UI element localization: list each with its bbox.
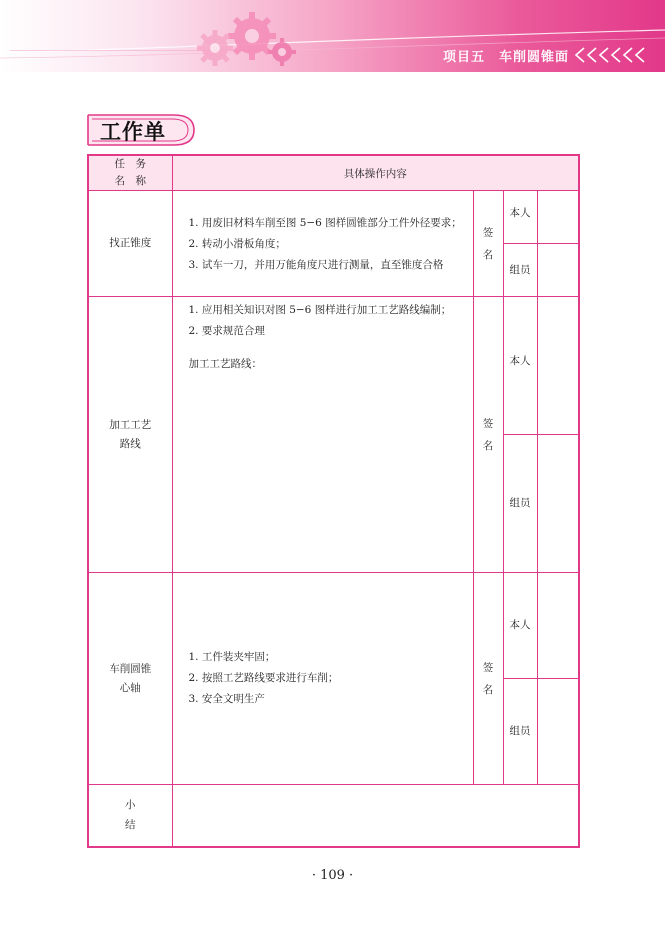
table-row [88,297,579,435]
chapter-title: 项目五 车削圆锥面 [442,50,569,65]
step-text: 1. 工件装夹牢固； [188,651,276,663]
section-label: 工作单 [100,120,166,144]
summary-row [88,785,579,847]
member-label-cell: 组员 [503,435,537,573]
task-content-cell [172,297,473,573]
member-label-cell: 组员 [503,244,537,297]
self-signature-field[interactable] [537,573,579,679]
task-name-cell: 找正锥度 [88,191,172,297]
step-text: 1. 应用相关知识对图 5−6 图样进行加工工艺路线编制； [188,304,452,316]
step-text: 2. 要求规范合理 [188,325,265,337]
process-route-label: 加工工艺路线： [188,358,262,370]
page-number: · 109 · [311,868,354,883]
member-signature-field[interactable] [537,435,579,573]
member-label-cell: 组员 [503,679,537,785]
work-order-table [87,154,580,848]
self-label-cell: 本人 [503,191,537,244]
self-signature-field[interactable] [537,191,579,244]
step-text: 1. 用废旧材料车削至图 5−6 图样圆锥部分工件外径要求； [188,217,462,229]
step-text: 2. 转动小滑板角度； [188,238,286,250]
sign-label-cell: 签 名 [473,191,503,297]
chevrons-icon [572,46,652,64]
sign-label-cell: 签 名 [473,297,503,573]
member-signature-field[interactable] [537,244,579,297]
self-signature-field[interactable] [537,297,579,435]
step-text: 2. 按照工艺路线要求进行车削； [188,672,339,684]
sign-label-cell: 签 名 [473,573,503,785]
summary-field[interactable] [172,785,579,847]
content-header: 具体操作内容 [172,155,579,191]
table-row [88,573,579,679]
summary-label-cell: 小 结 [88,785,172,847]
member-signature-field[interactable] [537,679,579,785]
task-name-cell: 车削圆锥 心轴 [88,573,172,785]
table-row [88,191,579,244]
step-text: 3. 试车一刀，并用万能角度尺进行测量，直至锥度合格 [188,259,444,271]
table-header-row [88,155,579,191]
task-name-cell: 加工工艺 路线 [88,297,172,573]
task-content-cell [172,573,473,785]
gears-icon [190,6,300,70]
self-label-cell: 本人 [503,573,537,679]
self-label-cell: 本人 [503,297,537,435]
task-name-header: 任 务 名 称 [88,155,172,191]
task-content-cell [172,191,473,297]
step-text: 3. 安全文明生产 [188,693,265,705]
